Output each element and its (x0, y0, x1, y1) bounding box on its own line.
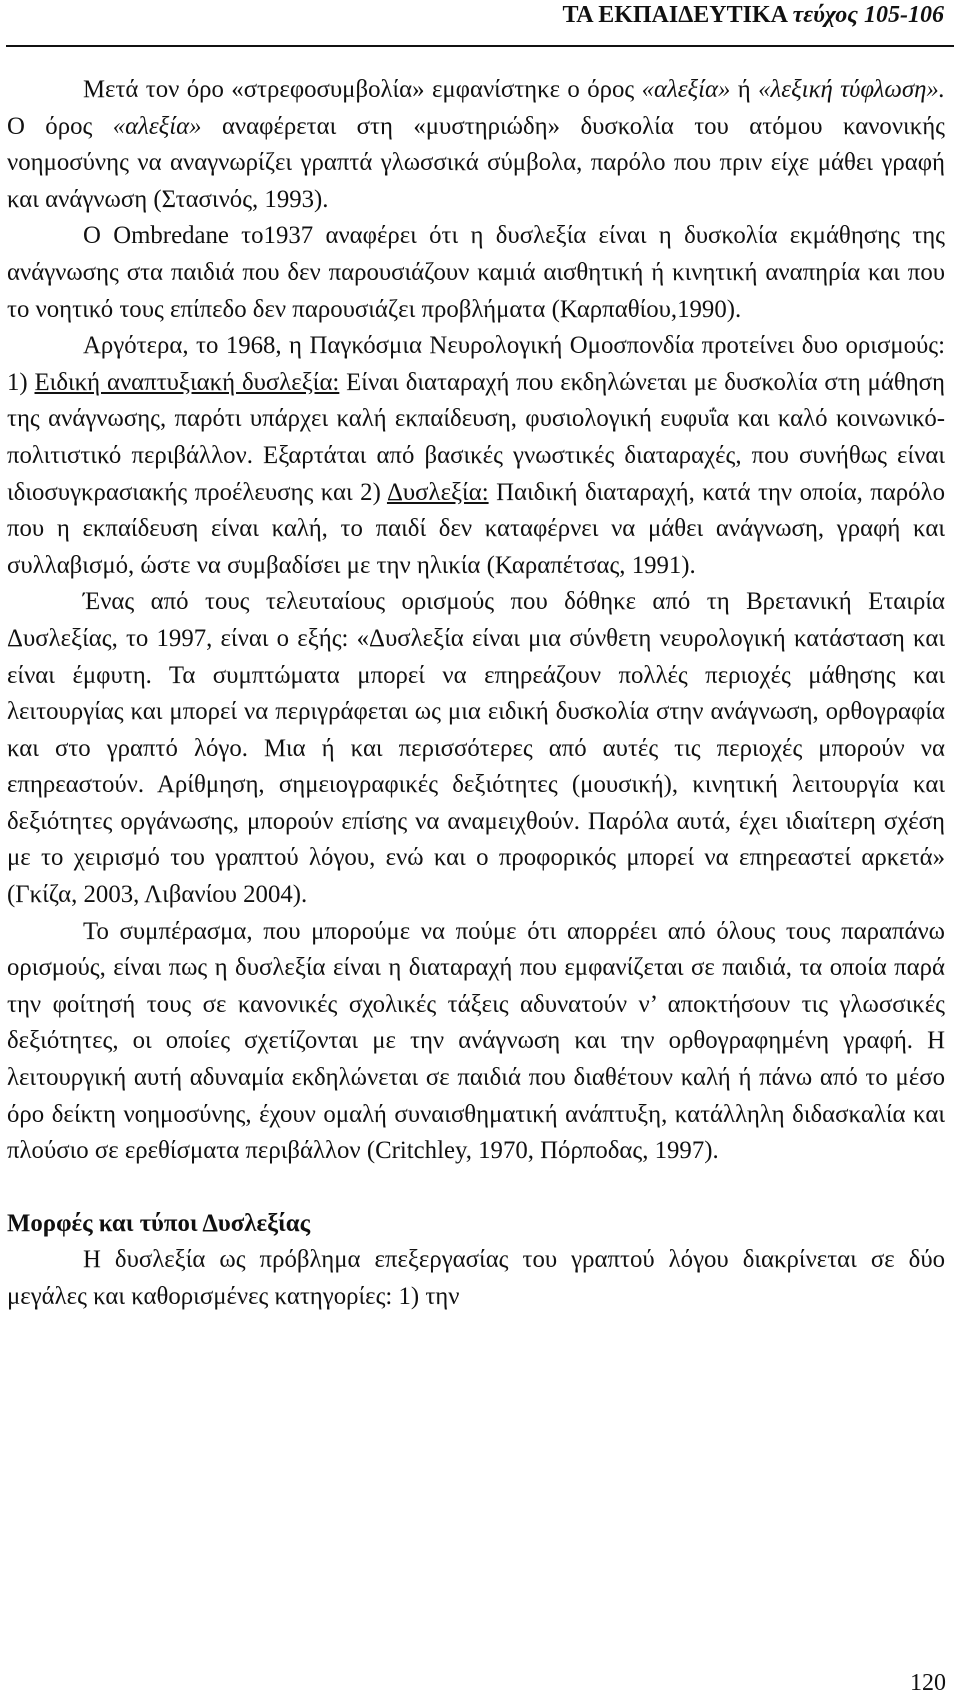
text-run: Αργότερα, το 1968, η Παγκόσμια Νευρολογική Ομοσπονδία προτείνει δυο ορισμούς: 1) (7, 332, 945, 396)
paragraph-forms: Η δυσλεξία ως πρόβλημα επεξεργασίας του γραπτού λόγου διακρίνεται σε δύο μεγάλες και καθορισμένες κατηγορίες: 1) την (7, 1246, 945, 1310)
text-run: Παιδική διαταραχή, κατά την οποία, παρόλο που η εκπαίδευση είναι καλή, το παιδί δεν καταφέρνει να μάθει ανάγνωση, γραφή και συλλαβισμό, ώστε να συμβαδίσει με την ηλικία (Καραπέτσας, 1991). (7, 478, 945, 579)
text-run: Ο όρος (7, 112, 113, 140)
section-heading: Μορφές και τύποι Δυσλεξίας (7, 1209, 311, 1237)
paragraph-conclusion: Το συμπέρασμα, που μπορούμε να πούμε ότι απορρέει από όλους τους παραπάνω ορισμούς, είναι πως η δυσλεξία είναι η διαταραχή που εμφανίζεται σε παιδιά, τα οποία παρά την φοίτησή τους σε κανονικές σχολικές τάξεις αδυνατούν ν’ αποκτήσουν τις γλωσσικές δεξιότητες, οι οποίες σχετίζονται με την ανάγνωση και την ορθογραφημένη γραφή. Η λειτουργική αυτή αδυναμία εκδηλώνεται σε παιδιά που διαθέτουν καλή ή πάνω από το μέσο όρο δείκτη νοημοσύνης, έχουν ομαλή συναισθηματική ανάπτυξη, κατάλληλη διδασκαλία και πλούσιο σε ερεθίσματα περιβάλλον (Critchley, 1970, Πόρποδας, 1997). (7, 917, 945, 1165)
issue-number: τεύχος 105-106 (792, 2, 944, 28)
page-number: 120 (910, 1670, 946, 1696)
header-text (563, 0, 944, 30)
paragraph-alexia (7, 72, 945, 218)
term-word-blindness: «λεξική τύφλωση». (758, 76, 945, 103)
paragraph-ombredane: Ο Ombredane το1937 αναφέρει ότι η δυσλεξία είναι η δυσκολία εκμάθησης της ανάγνωσης στα παιδιά που δεν παρουσιάζουν καμιά αισθητική ή κινητική αναπηρία και που το νοητικό τους επίπεδο δεν παρουσιάζει προβλήματα (Καρπαθίου,1990). (7, 222, 945, 323)
text-run: ή (730, 76, 759, 103)
text-run: Είναι διαταραχή που εκδηλώνεται με δυσκολία στη μάθηση της ανάγνωσης, παρότι υπάρχει καλή εκπαίδευση, φυσιολογική ευφυΐα και καλό κοινωνικό-πολιτιστικό περιβάλλον. Εξαρτάται από βασικές γνωστικές διαταραχές, που συνήθως είναι ιδιοσυγκρασιακής προέλευσης και 2) (7, 368, 946, 506)
text-run: αναφέρεται στη «μυστηριώδη» δυσκολία του ατόμου κανονικής νοημοσύνης να αναγνωρίζει γραπτά γλωσσικά σύμβολα, παρόλο που πριν είχε μάθει γραφή και ανάγνωση (Στασινός, 1993). (7, 112, 945, 213)
term-dyslexia: Δυσλεξία: (386, 478, 489, 506)
running-header (0, 0, 960, 46)
header-rule (6, 45, 954, 47)
text-run: Μετά τον όρο «στρεφοσυμβολία» εμφανίστηκε ο όρος (83, 76, 642, 103)
article-body (7, 72, 945, 1316)
journal-title: ΤΑ ΕΚΠΑΙΔΕΥΤΙΚΑ (562, 2, 787, 28)
paragraph-bda-definition: Ένας από τους τελευταίους ορισμούς που δόθηκε από τη Βρετανική Εταιρία Δυσλεξίας, το 1997, είναι ο εξής: «Δυσλεξία είναι μια σύνθετη νευρολογική κατάσταση και είναι έμφυτη. Τα συμπτώματα μπορεί να επηρεάζουν πολλές περιοχές μάθησης και λειτουργίας και μπορεί να περιγράφεται ως μια ειδική δυσκολία στην ανάγνωση, ορθογραφία και στο γραπτό λόγο. Μια ή και περισσότερες από αυτές τις περιοχές μπορούν να επηρεαστούν. Αρίθμηση, σημειογραφικές δεξιότητες (μουσική), κινητική λειτουργία και δεξιότητες οργάνωσης, μπορούν επίσης να αναμειχθούν. Παρόλα αυτά, έχει ιδιαίτερη σχέση με το χειρισμό του γραπτού λόγου, ενώ και ο προφορικός μπορεί να επηρεαστεί αρκετά» (Γκίζα, 2003, Λιβανίου 2004). (7, 588, 945, 909)
term-specific-developmental-dyslexia: Ειδική αναπτυξιακή δυσλεξία: (34, 368, 340, 396)
term-alexia: «αλεξία» (112, 112, 202, 140)
term-alexia: «αλεξία» (641, 76, 731, 103)
paragraph-wfn-definitions (7, 328, 945, 584)
